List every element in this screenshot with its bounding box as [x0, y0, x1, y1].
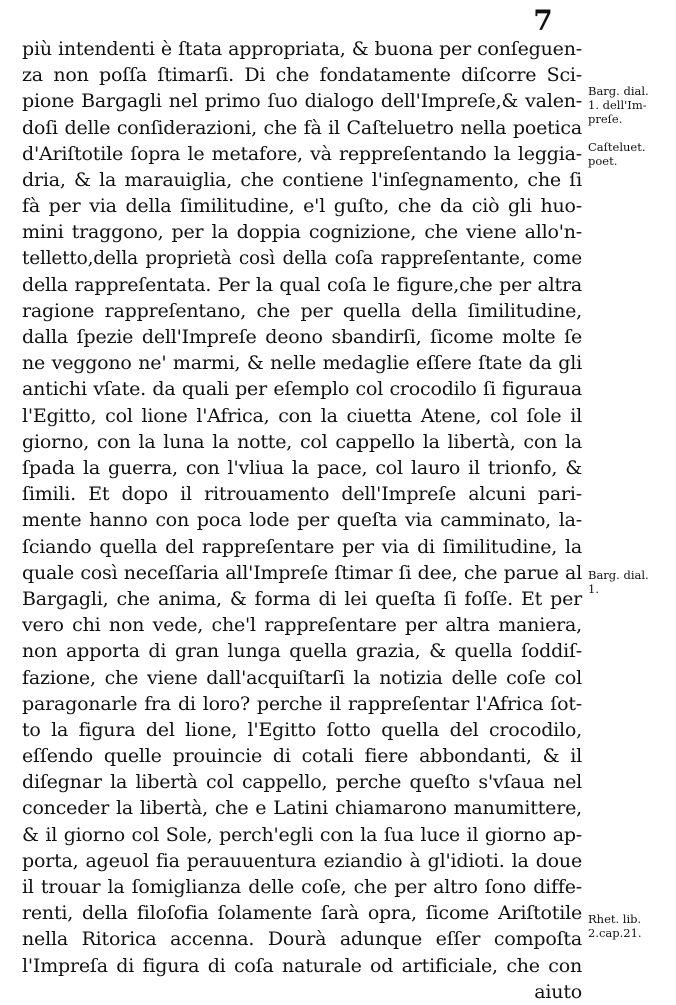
margin-note-line: 1. dell'Im- — [588, 98, 647, 112]
margin-note-bargagli-1 — [588, 84, 674, 126]
margin-note-line: Barg. dial. — [588, 568, 649, 582]
text-line: za non poſſa ſtimarſi. Di che fondatamente diſcorre Sci- — [22, 64, 582, 87]
text-line: eſſendo quelle prouincie di cotali fiere abbondanti, & il — [22, 745, 582, 768]
margin-note-casteluetro — [588, 140, 674, 168]
text-line: ſpada la guerra, con l'vliua la pace, col lauro il trionfo, & — [22, 457, 582, 479]
margin-note-line: 1. — [588, 582, 599, 596]
text-line: più intendenti è ſtata appropriata, & buona per conſeguen- — [22, 38, 582, 60]
text-line: l'Egitto, col lione l'Africa, con la ciuetta Atene, col ſole il — [22, 404, 582, 427]
margin-note-line: Barg. dial. — [588, 84, 649, 98]
text-line: ne veggono ne' marmi, & nelle medaglie eſſere ſtate da gli — [22, 352, 582, 375]
text-line: quale così neceſſaria all'Impreſe ſtimar ſi dee, che parue al — [22, 561, 582, 584]
text-line: doſi delle conſiderazioni, che fà il Caſteluetro nella poetica — [22, 116, 582, 139]
text-line: l'Impreſa di figura di coſa naturale od artificiale, che con — [22, 954, 582, 977]
text-line: ragione rappreſentano, che per quella della ſimilitudine, — [22, 299, 582, 322]
text-line: mini traggono, per la doppia cognizione, che viene allo'n- — [22, 221, 582, 244]
text-line: dalla ſpezie dell'Impreſe deono sbandirſi, ſicome molte ſe — [22, 326, 582, 349]
text-line: aiuto — [534, 980, 582, 1003]
margin-note-rhetoric — [588, 912, 674, 940]
text-line: telletto,della proprietà così della coſa rappreſentante, come — [22, 247, 582, 269]
text-line: ſimili. Et dopo il ritrouamento dell'Impreſe alcuni pari- — [22, 483, 582, 506]
text-line: fà per via della ſimilitudine, e'l guſto, che da ciò gli huo- — [22, 195, 582, 218]
body-text — [22, 36, 582, 1005]
text-line: fazione, che viene dall'acquiſtarſi la notizia delle coſe col — [22, 666, 582, 689]
text-line: Bargagli, che anima, & forma di lei queſta ſi foſſe. Et per — [22, 587, 582, 610]
text-line: to la figura del lione, l'Egitto ſotto quella del crocodilo, — [22, 718, 582, 741]
margin-note-line: Rhet. lib. — [588, 912, 642, 926]
text-line: diſegnar la libertà col cappello, perche queſto s'vſaua nel — [22, 771, 582, 794]
text-line: & il giorno col Sole, perch'egli con la ſua luce il giorno ap- — [22, 823, 582, 846]
text-line: conceder la libertà, che e Latini chiamarono manumittere, — [22, 797, 582, 820]
margin-note-line: preſe. — [588, 112, 623, 126]
margin-note-line: poet. — [588, 154, 618, 168]
margin-note-line: Caſteluet. — [588, 140, 646, 154]
text-line: porta, ageuol fia perauuentura eziandio à gl'idioti. la doue — [22, 849, 582, 872]
text-line: mente hanno con poca lode per queſta via camminato, la- — [22, 509, 582, 532]
text-line: pione Bargagli nel primo ſuo dialogo dell'Impreſe,& valen- — [22, 90, 582, 113]
text-line: non apporta di gran lunga quella grazia, & quella ſoddiſ- — [22, 640, 582, 663]
text-line: giorno, con la luna la notte, col cappello la libertà, con la — [22, 430, 582, 453]
text-line: dria, & la marauiglia, che contiene l'inſegnamento, che ſi — [22, 168, 582, 191]
text-line: della rappreſentata. Per la qual coſa le figure,che per altra — [22, 273, 582, 296]
text-line: il trouar la ſomiglianza delle coſe, che per altro ſono diffe- — [22, 876, 582, 898]
text-line: ſciando quella del rappreſentare per via di ſimilitudine, la — [22, 535, 582, 558]
text-line: d'Ariſtotile ſopra le metafore, và reppreſentando la leggia- — [22, 142, 582, 165]
text-line: nella Ritorica accenna. Dourà adunque eſſer compoſta — [22, 928, 582, 951]
text-line: paragonarle fra di loro? perche il rappreſentar l'Africa ſot- — [22, 692, 582, 715]
margin-note-line: 2.cap.21. — [588, 926, 642, 940]
text-line: vero chi non vede, che'l rappreſentare per altra maniera, — [22, 614, 582, 637]
text-line: renti, della filoſofia ſolamente ſarà opra, ſicome Ariſtotile — [22, 902, 582, 925]
text-line: antichi vſate. da quali per eſemplo col crocodilo ſi figuraua — [22, 378, 582, 401]
page-number: 7 — [533, 4, 553, 37]
margin-note-bargagli-2 — [588, 568, 674, 596]
